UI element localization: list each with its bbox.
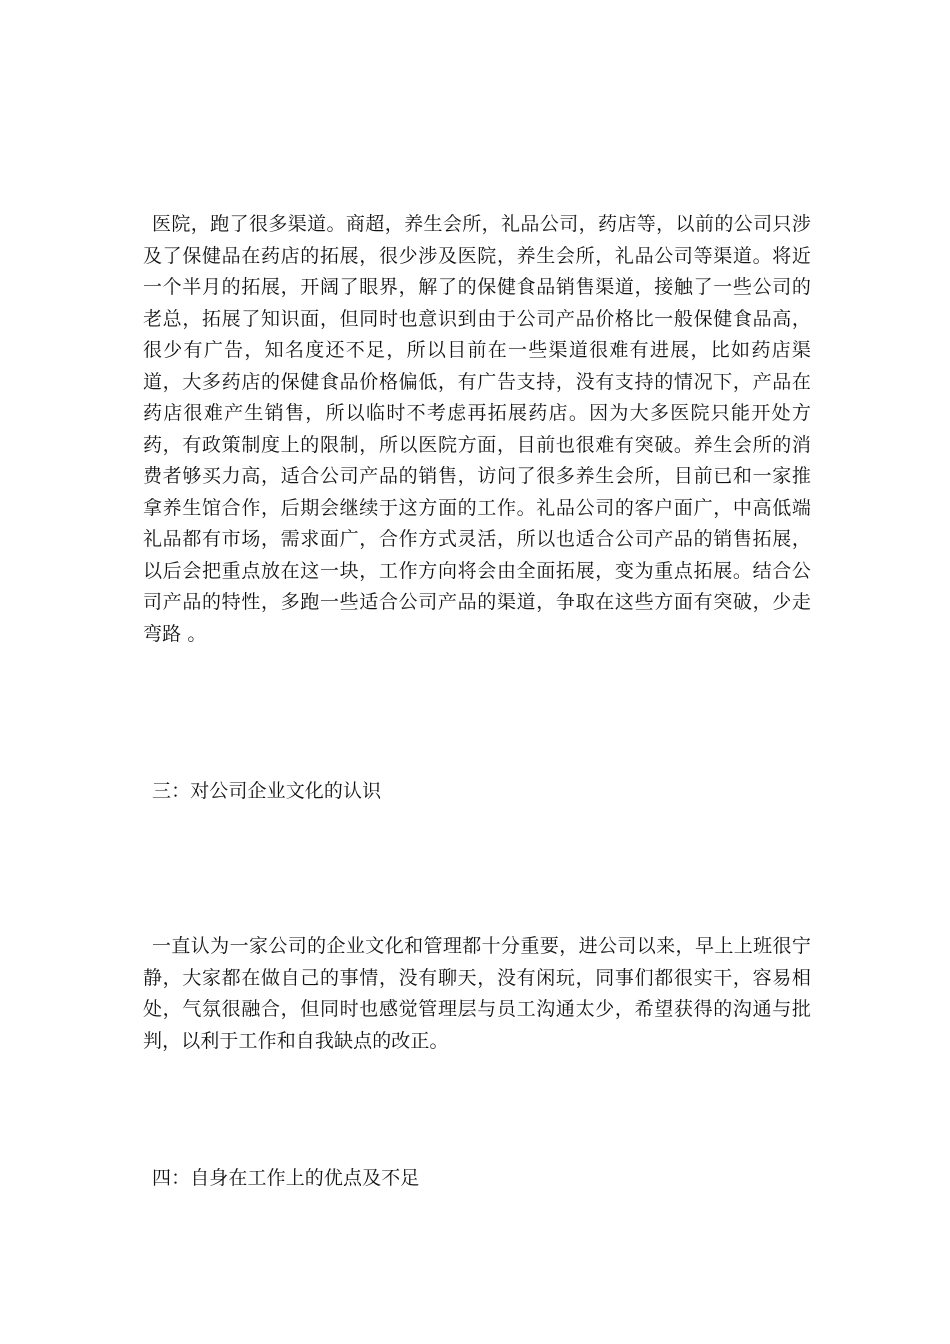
body-paragraph-channels: 医院，跑了很多渠道。商超，养生会所，礼品公司，药店等，以前的公司只涉及了保健品在药店的拓展，很少涉及医院，养生会所，礼品公司等渠道。将近一个半月的拓展，开阔了眼界，解了的保健食品销售渠道，接触了一些公司的老总，拓展了知识面，但同时也意识到由于公司产品价格比一般保健食品高，很少有广告，知名度还不足，所以目前在一些渠道很难有进展，比如药店渠道，大多药店的保健食品价格偏低，有广告支持，没有支持的情况下，产品在药店很难产生销售，所以临时不考虑再拓展药店。因为大多医院只能开处方药，有政策制度上的限制，所以医院方面，目前也很难有突破。养生会所的消费者够买力高，适合公司产品的销售，访问了很多养生会所，目前已和一家推拿养生馆合作，后期会继续于这方面的工作。礼品公司的客户面广，中高低端礼品都有市场，需求面广，合作方式灵活，所以也适合公司产品的销售拓展，以后会把重点放在这一块，工作方向将会由全面拓展，变为重点拓展。结合公司产品的特性，多跑一些适合公司产品的渠道，争取在这些方面有突破，少走弯路 。 — [143, 213, 811, 645]
body-paragraph-culture: 一直认为一家公司的企业文化和管理都十分重要，进公司以来，早上上班很宁静，大家都在做自己的事情，没有聊天，没有闲玩，同事们都很实干，容易相处，气氛很融合，但同时也感觉管理层与员工沟通太少，希望获得的沟通与批判，以利于工作和自我缺点的改正。 — [143, 935, 811, 1052]
section-heading-corporate-culture: 三：对公司企业文化的认识 — [152, 780, 382, 802]
section-heading-strengths-weaknesses: 四：自身在工作上的优点及不足 — [152, 1167, 420, 1189]
